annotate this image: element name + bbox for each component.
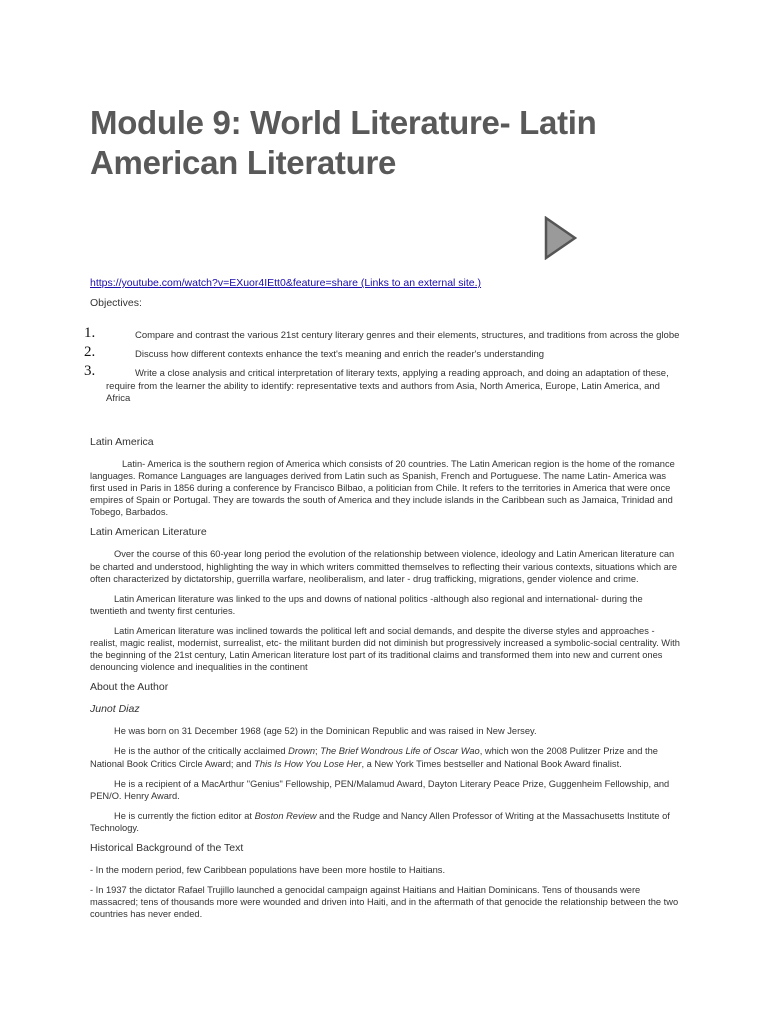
text-run: He is the author of the critically acclaimed xyxy=(114,746,289,757)
text-run: , a New York Times bestseller and National Book Award finalist. xyxy=(361,758,622,769)
author-name: Junot Diaz xyxy=(90,703,140,716)
document-body xyxy=(90,436,680,928)
paragraph: - In the modern period, few Caribbean populations have been more hostile to Haitians. xyxy=(90,864,446,875)
section-heading-historical-background: Historical Background of the Text xyxy=(90,841,244,854)
objectives-list xyxy=(84,325,680,406)
paragraph: Over the course of this 60-year long period the evolution of the relationship between violence, ideology and Latin American literature can be charted and understood, highlighting the way in which writers committed themselves to reflecting their various contexts, situations which are often characterized by dictatorship, guerrilla warfare, neoliberalism, and later - drug trafficking, migrations, gender violence and crime. xyxy=(90,549,678,584)
paragraph: Latin- America is the southern region of America which consists of 20 countries. The Latin American region is the home of the romance languages. Romance Languages are languages derived from Latin such as Spanish, French and Portuguese. The name Latin- America was first used in Paris in 1856 during a conference by Francisco Bilbao, a politician from Chile. It refers to the territories in America that were once empires of Spain or Portugal. They are towards the south of America and they include islands in the Caribbean such as Jamaica, Trinidad and Tobego, Barbados. xyxy=(90,459,675,518)
text-run: , which won the 2008 Pulitzer Prize and the National Book Critics Circle Award; and xyxy=(90,746,658,769)
objective-item xyxy=(84,363,680,406)
paragraph xyxy=(90,745,680,769)
objective-text: Discuss how different contexts enhance the text's meaning and enrich the reader's understanding xyxy=(135,348,545,360)
objective-number: 3. xyxy=(84,363,96,379)
youtube-link[interactable]: https://youtube.com/watch?v=EXuor4IEtt0&feature=share (Links to an external site.) xyxy=(90,277,482,289)
paragraph: Latin American literature was inclined towards the political left and social demands, and despite the diverse styles and approaches -realist, magic realist, modernist, surrealist, etc- the militant burden did not diminish but progressively increased a symbolic-social centrality. With the beginning of the 21st century, Latin American literature lost part of its traditional claims and transformed them into new and current ones denouncing violence and inequalities in the continent xyxy=(90,625,680,673)
publication-boston-review: Boston Review xyxy=(254,810,317,821)
paragraph: Latin American literature was linked to the ups and downs of national politics -although also regional and international- during the twentieth and twenty first centuries. xyxy=(90,593,643,616)
objective-item xyxy=(84,325,680,343)
objectives-label: Objectives: xyxy=(90,297,142,309)
paragraph xyxy=(90,810,680,834)
section-heading-about-author: About the Author xyxy=(90,681,169,694)
book-title-lose-her: This Is How You Lose Her xyxy=(254,758,362,769)
book-title-drown: Drown xyxy=(288,746,316,757)
objective-number: 2. xyxy=(84,343,96,360)
text-run: He is currently the fiction editor at xyxy=(114,810,255,821)
paragraph: He is a recipient of a MacArthur "Genius" Fellowship, PEN/Malamud Award, Dayton Literary Peace Prize, Guggenheim Fellowship, and PEN/O. Henry Award. xyxy=(90,778,670,801)
section-heading-latin-american-literature: Latin American Literature xyxy=(90,526,207,539)
paragraph: He was born on 31 December 1968 (age 52) in the Dominican Republic and was raised in New Jersey. xyxy=(114,726,537,737)
play-icon[interactable] xyxy=(544,216,578,260)
objective-text: Write a close analysis and critical interpretation of literary texts, applying a reading approach, and doing an adaptation of these, require from the learner the ability to identify: representative texts and authors from Asia, North America, Europe, Latin America, and Africa xyxy=(106,368,669,404)
objective-item xyxy=(84,343,680,362)
objective-text: Compare and contrast the various 21st century literary genres and their elements, structures, and traditions from across the globe xyxy=(135,330,680,341)
objective-number: 1. xyxy=(84,325,96,341)
page-title: Module 9: World Literature- Latin American Literature xyxy=(90,104,597,181)
text-run: ; xyxy=(315,746,321,757)
book-title-oscar-wao: The Brief Wondrous Life of Oscar Wao xyxy=(320,746,480,757)
text-run: and the Rudge and Nancy Allen Professor of Writing at the Massachusetts Institute of Technology. xyxy=(90,810,670,833)
paragraph: - In 1937 the dictator Rafael Trujillo launched a genocidal campaign against Haitians and Haitian Dominicans. Tens of thousands were massacred; tens of thousands more were wounded and driven into Haiti, and in the aftermath of that genocide the relationship between the two countries has never ended. xyxy=(90,885,679,920)
section-heading-latin-america: Latin America xyxy=(90,436,154,448)
